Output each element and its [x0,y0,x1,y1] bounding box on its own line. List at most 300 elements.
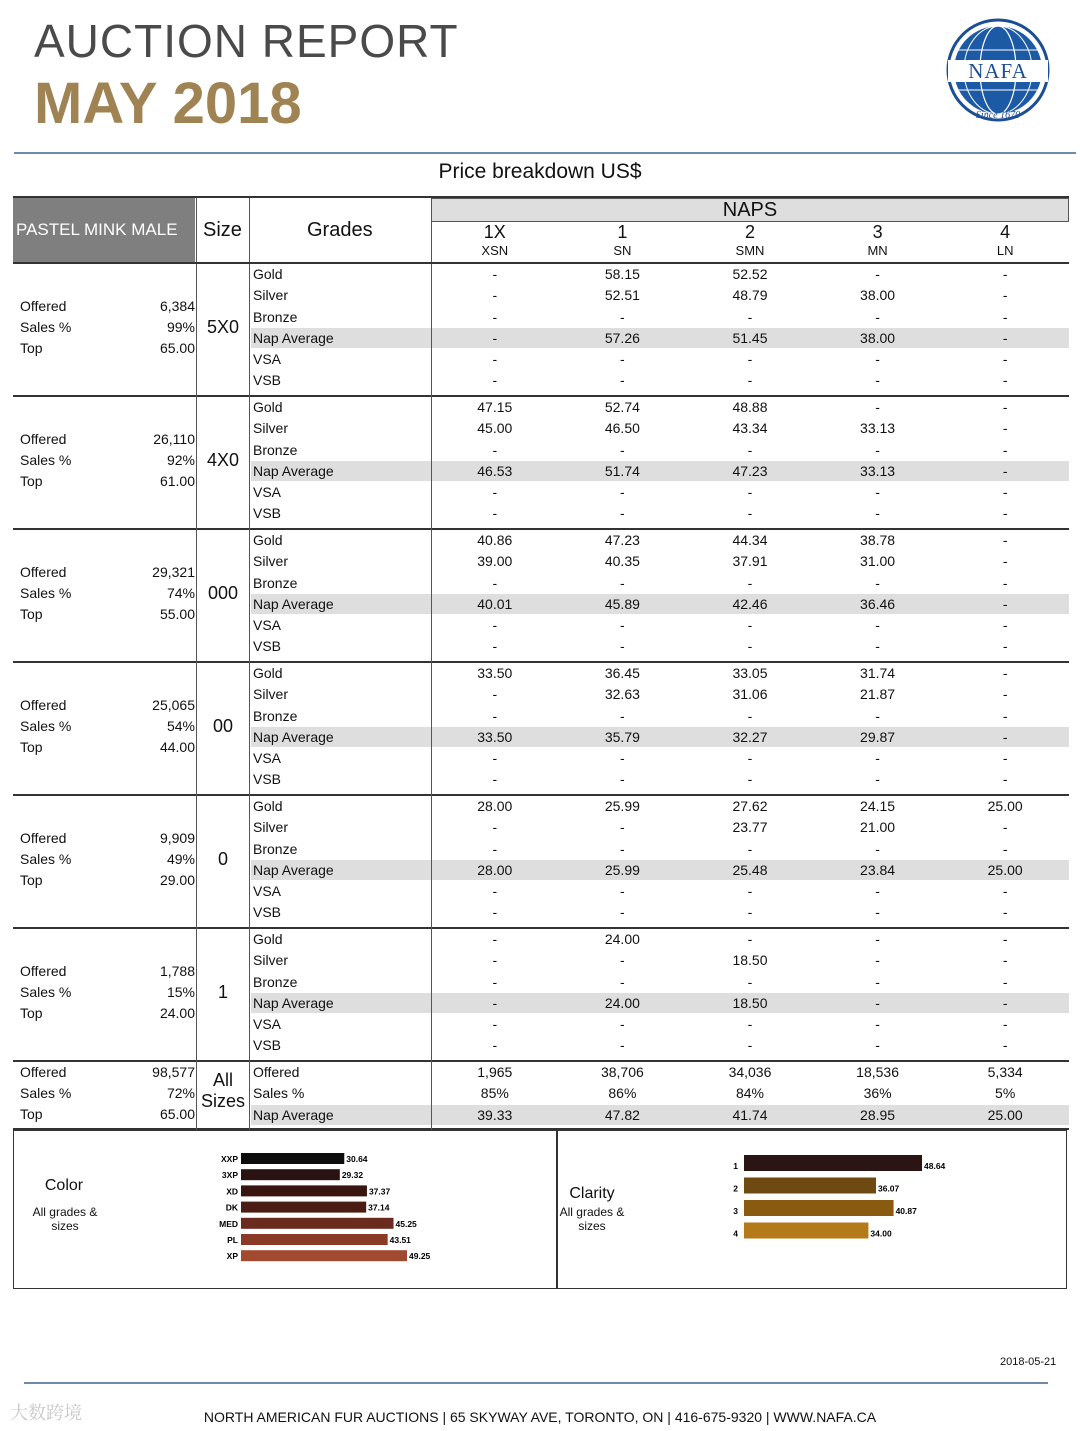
grade-label: Silver [253,686,289,703]
table-cell: - [492,1037,498,1054]
table-row [431,769,1069,790]
table-row [431,594,1069,615]
table-cell: 58.15 [604,266,640,282]
table-cell: 39.00 [477,553,513,570]
table-cell: 25.00 [987,1106,1023,1123]
summary-value: 15% [166,984,195,1000]
table-cell: 5,334 [987,1064,1023,1080]
bar-category-label: 2 [733,1183,738,1194]
table-cell: 28.00 [477,798,513,814]
table-cell: - [1002,728,1008,745]
table-row [431,503,1069,524]
table-cell: 46.53 [477,462,513,479]
table-cell: 47.23 [604,532,640,548]
summary-value: 9,909 [159,830,195,846]
table-cell: - [492,973,498,990]
table-cell: - [620,1037,625,1054]
table-cell: 18.50 [732,994,768,1011]
table-cell: - [1002,1037,1008,1054]
grade-label: VSA [253,351,282,368]
table-cell: - [747,351,753,368]
table-row [431,972,1069,993]
table-cell: - [747,1037,753,1054]
grade-list [253,1062,431,1126]
summary-label: Sales % [20,319,72,335]
summary-row [13,296,195,317]
table-cell: - [875,266,880,282]
table-cell: - [1002,308,1008,325]
table-row [431,684,1069,705]
table-row [431,860,1069,881]
table-cell: - [492,484,498,501]
summary-value: 54% [166,718,195,734]
table-cell: 36% [863,1085,892,1102]
summary-value: 74% [166,585,195,601]
table-cell: - [492,931,498,947]
summary-value: 29.00 [159,872,195,888]
svg-text:NAFA: NAFA [968,59,1028,83]
size-header: Size [203,219,242,241]
size-label: All Sizes [200,1070,245,1111]
grade-label: Nap Average [253,861,334,878]
size-summary [13,562,195,625]
table-cell: - [1002,553,1008,570]
table-cell: 18,536 [856,1064,899,1080]
table-cell: - [1002,952,1008,969]
summary-label: Offered [20,697,67,713]
table-cell: - [875,771,880,788]
grade-values [431,796,1069,924]
table-cell: 57.26 [604,329,640,346]
grade-label: Bronze [253,840,298,857]
table-cell: - [620,308,625,325]
summary-row [13,429,195,450]
table-cell: - [1002,574,1008,591]
table-cell: - [1002,420,1008,437]
table-cell: - [747,574,753,591]
table-row [431,1014,1069,1035]
summary-value: 25,065 [152,697,195,713]
bar-category-label: DK [225,1202,238,1213]
table-cell: 21.00 [860,819,896,836]
clarity-bar-chart [710,1153,970,1243]
table-cell: - [747,707,753,724]
summary-value: 44.00 [159,739,195,755]
summary-label: Offered [20,431,67,447]
summary-value: 65.00 [159,1106,195,1122]
summary-row [13,1003,195,1024]
table-cell: - [1002,532,1008,548]
grade-label: Nap Average [253,728,334,745]
table-subtitle: Price breakdown US$ [438,160,642,183]
bar [241,1153,344,1164]
grade-label: Silver [253,420,289,437]
table-cell: 39.33 [477,1106,513,1123]
table-row [431,328,1069,349]
table-cell: - [1002,994,1008,1011]
summary-value: 72% [166,1085,195,1101]
footer-rule [24,1382,1048,1384]
clarity-chart-subtitle: All grades & sizes [559,1205,625,1233]
grade-list [253,796,431,924]
bar [241,1185,367,1196]
grade-values [431,1062,1069,1126]
table-row [431,440,1069,461]
summary-label: Offered [20,1064,67,1080]
size-label: 000 [207,583,239,603]
table-cell: 28.00 [477,861,513,878]
table-cell: - [620,617,625,634]
summary-row [13,849,195,870]
table-cell: 33.13 [860,462,896,479]
table-cell: 44.34 [732,532,768,548]
table-cell: - [1002,505,1008,522]
table-cell: - [875,351,880,368]
grade-label: Gold [253,931,283,947]
table-cell: - [620,819,625,836]
bar [241,1234,388,1245]
table-cell: - [492,505,498,522]
table-cell: - [620,484,625,501]
grade-list [253,530,431,658]
table-row [431,397,1069,418]
table-cell: 38.78 [860,532,896,548]
grade-label: VSB [253,505,282,522]
table-cell: 32.63 [604,686,640,703]
table-cell: - [747,771,753,788]
summary-value: 55.00 [159,606,195,622]
table-cell: - [1002,904,1008,921]
clarity-chart-title: Clarity [569,1185,615,1202]
table-cell: 48.79 [732,287,768,304]
table-row [431,796,1069,817]
table-cell: 25.00 [987,861,1023,878]
table-cell: - [1002,771,1008,788]
table-cell: - [620,952,625,969]
table-cell: - [620,505,625,522]
grade-label: Nap Average [253,1106,334,1123]
size-summary [13,961,195,1024]
grade-label: Silver [253,819,289,836]
summary-row [13,716,195,737]
table-cell: - [620,574,625,591]
bar-value-label: 40.87 [895,1206,917,1216]
bar [241,1202,366,1213]
grade-label: Silver [253,952,289,969]
table-cell: 42.46 [732,595,768,612]
bar-category-label: 4 [733,1228,738,1239]
table-cell: - [875,574,880,591]
table-cell: - [492,638,498,655]
table-cell: 40.86 [477,532,513,548]
nap-column: 2 SMN [735,222,765,258]
table-cell: - [1002,266,1008,282]
nap-column: 4 LN [996,222,1014,258]
table-cell: 40.35 [604,553,640,570]
table-cell: 36.46 [860,595,896,612]
nap-column: 1X XSN [481,222,509,258]
table-cell: 25.00 [987,798,1023,814]
table-cell: 23.84 [860,861,896,878]
grade-label: Silver [253,287,289,304]
table-row [431,349,1069,370]
table-cell: 27.62 [732,798,768,814]
grade-label: Bronze [253,973,298,990]
grade-label: Gold [253,266,283,282]
bar [744,1178,876,1194]
summary-label: Top [20,1106,43,1122]
table-cell: 52.51 [604,287,640,304]
table-cell: - [620,973,625,990]
grade-list [253,264,431,392]
bar-value-label: 36.07 [877,1183,900,1194]
table-cell: - [747,308,753,325]
table-cell: 47.82 [604,1106,640,1123]
table-row [431,1083,1069,1104]
table-cell: 85% [480,1085,509,1102]
grade-label: VSB [253,904,282,921]
naps-columns [431,222,1069,258]
table-cell: - [875,308,880,325]
summary-label: Top [20,739,43,755]
grade-label: Bronze [253,707,298,724]
table-cell: 24.00 [604,994,640,1011]
grade-label: Gold [253,665,283,681]
table-cell: - [620,351,625,368]
table-cell: - [747,973,753,990]
table-cell: 43.34 [732,420,768,437]
bar-value-label: 37.14 [368,1202,390,1213]
grade-values [431,929,1069,1057]
table-row [431,461,1069,482]
table-row [431,881,1069,902]
table-cell: 36.45 [604,665,640,681]
table-cell: 37.91 [732,553,768,570]
summary-label: Top [20,606,43,622]
table-cell: 86% [608,1085,637,1102]
grade-label: VSB [253,1037,282,1054]
nafa-logo [942,18,1054,130]
all-sizes-summary [13,1062,195,1125]
table-cell: - [875,372,880,389]
table-cell: - [875,399,880,415]
bar-value-label: 34.00 [870,1228,892,1239]
summary-value: 92% [166,452,195,468]
summary-row [13,961,195,982]
table-row [431,993,1069,1014]
table-cell: 31.00 [860,553,896,570]
table-cell: - [492,617,498,634]
summary-label: Sales % [20,718,72,734]
table-cell: 25.48 [732,861,768,878]
grade-label: Bronze [253,308,298,325]
table-cell: - [620,1016,625,1033]
table-cell: 5% [995,1085,1016,1102]
table-cell: 31.74 [860,665,896,681]
table-cell: - [875,952,880,969]
table-cell: 47.15 [477,399,513,415]
table-cell: - [875,441,880,458]
bar-category-label: MED [219,1218,238,1229]
grade-label: VSA [253,1016,282,1033]
table-cell: 51.74 [604,462,640,479]
table-row [431,370,1069,391]
size-label: 5X0 [206,317,240,337]
table-cell: - [492,372,498,389]
summary-label: Sales % [20,984,72,1000]
summary-row [13,1083,195,1104]
table-cell: 18.50 [732,952,768,969]
table-row [431,1035,1069,1056]
table-row [431,727,1069,748]
bar [744,1155,922,1171]
table-cell: - [1002,372,1008,389]
summary-label: Top [20,1005,43,1021]
table-row [431,551,1069,572]
summary-row [13,870,195,891]
size-label: 1 [217,982,228,1002]
summary-label: Top [20,473,43,489]
grade-values [431,663,1069,791]
summary-label: Offered [20,298,67,314]
table-cell: - [492,308,498,325]
table-cell: 35.79 [604,728,640,745]
table-cell: - [747,1016,753,1033]
table-cell: - [1002,287,1008,304]
color-chart-title: Color [44,1177,84,1194]
table-cell: - [747,638,753,655]
table-cell: 33.50 [477,665,513,681]
table-cell: - [747,883,753,900]
bar [241,1169,340,1180]
table-cell: - [492,707,498,724]
watermark: 大数跨境 [10,1403,82,1423]
bar-value-label: 29.32 [341,1170,364,1181]
table-cell: 41.74 [732,1106,768,1123]
bar-category-label: PL [227,1235,238,1245]
table-cell: 21.87 [860,686,896,703]
color-chart-subtitle: All grades & sizes [32,1205,98,1233]
table-cell: - [747,372,753,389]
table-cell: - [875,931,880,947]
product-name: PASTEL MINK MALE [16,220,178,239]
table-row [431,307,1069,328]
bar [744,1200,894,1216]
nap-column: 1 SN [613,222,632,258]
table-cell: - [492,771,498,788]
naps-header: NAPS [722,199,778,221]
table-cell: - [492,329,498,346]
table-cell: - [1002,595,1008,612]
table-cell: 1,965 [477,1064,513,1080]
summary-row [13,982,195,1003]
price-table [13,196,1069,1131]
table-cell: 29.87 [860,728,896,745]
grade-label: Silver [253,553,289,570]
table-cell: - [875,1037,880,1054]
grade-list [253,397,431,525]
table-cell: - [1002,931,1008,947]
table-cell: - [747,904,753,921]
grade-label: VSA [253,750,282,767]
table-cell: - [492,750,498,767]
table-cell: 24.15 [860,798,896,814]
table-cell: - [492,904,498,921]
table-cell: - [1002,441,1008,458]
table-cell: 48.88 [732,399,768,415]
summary-label: Sales % [20,452,72,468]
grade-label: VSB [253,638,282,655]
table-cell: - [620,372,625,389]
bar-value-label: 43.51 [389,1235,411,1245]
grade-label: Nap Average [253,462,334,479]
table-cell: - [620,771,625,788]
table-cell: 52.52 [732,266,768,282]
table-cell: 38.00 [860,329,896,346]
table-cell: - [492,351,498,368]
summary-value: 29,321 [152,564,195,580]
bar-category-label: XXP [220,1154,238,1164]
summary-row [13,471,195,492]
table-cell: 25.99 [604,798,640,814]
table-row [431,615,1069,636]
table-cell: - [620,883,625,900]
table-row [431,1062,1069,1083]
grades-header: Grades [307,219,373,241]
table-cell: - [875,750,880,767]
summary-row [13,562,195,583]
table-cell: - [1002,973,1008,990]
grade-label: VSB [253,771,282,788]
table-cell: - [620,638,625,655]
bar-value-label: 45.25 [395,1218,417,1229]
footer-text: NORTH AMERICAN FUR AUCTIONS | 65 SKYWAY AVE, TORONTO, ON | 416-675-9320 | WWW.NAFA.CA [203,1409,877,1425]
table-cell: 45.00 [477,420,513,437]
grade-label: VSA [253,617,282,634]
table-cell: - [1002,819,1008,836]
table-cell: - [1002,351,1008,368]
summary-row [13,695,195,716]
table-cell: - [875,1016,880,1033]
table-cell: - [747,750,753,767]
table-row [431,950,1069,971]
table-row [431,530,1069,551]
summary-label: Sales % [20,851,72,867]
grade-values [431,397,1069,525]
bar [241,1250,407,1261]
bar-category-label: 3 [733,1206,738,1216]
table-row [431,748,1069,769]
grade-label: Sales % [253,1085,305,1102]
size-label: 4X0 [206,450,240,470]
grade-list [253,663,431,791]
summary-row [13,737,195,758]
table-cell: - [875,707,880,724]
summary-row [13,338,195,359]
table-cell: - [747,505,753,522]
summary-value: 1,788 [159,963,195,979]
grade-label: VSB [253,372,282,389]
grade-list [253,929,431,1057]
table-cell: 33.05 [732,665,768,681]
table-cell: - [1002,484,1008,501]
summary-row [13,450,195,471]
report-date: 2018-05-21 [1000,1356,1057,1368]
summary-value: 99% [166,319,195,335]
table-cell: - [1002,883,1008,900]
summary-label: Sales % [20,585,72,601]
table-cell: - [1002,686,1008,703]
